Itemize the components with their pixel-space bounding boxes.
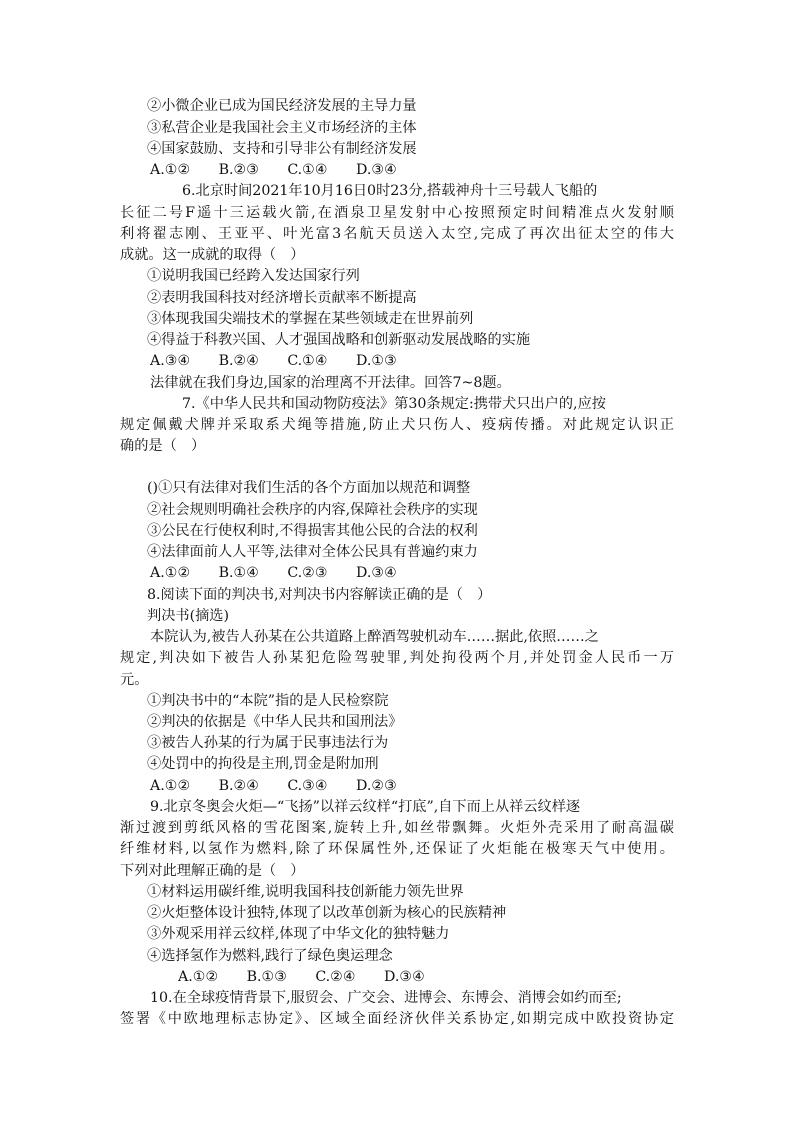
question-6-text: 成就。这一成就的取得（ ） [120, 247, 305, 263]
answer-choices: A.①② B.①④ C.②③ D.③④ [150, 565, 397, 581]
question-6-text: 长征二号F遥十三运载火箭,在酒泉卫星发射中心按照预定时间精准点火发射顺 [120, 205, 677, 221]
question-7-text: 规定佩戴犬牌并采取系犬绳等措施,防止犬只伤人、疫病传播。对此规定认识正 [120, 417, 676, 433]
option-line: ③体现我国尖端技术的掌握在某些领域走在世界前列 [147, 311, 474, 327]
question-10-text: 签署《中欧地理标志协定》、区域全面经济伙伴关系协定,如期完成中欧投资协定 [120, 1011, 676, 1027]
option-line: ④处罚中的拘役是主刑,罚金是附加刑 [147, 756, 379, 772]
option-line: ④法律面前人人平等,法律对全体公民具有普遍约束力 [147, 544, 478, 560]
judgment-text: 元。 [120, 672, 149, 688]
option-line: ②社会规则明确社会秩序的内容,保障社会秩序的实现 [147, 502, 478, 518]
option-line: ②火炬整体设计独特,体现了以改革创新为核心的民族精神 [147, 905, 507, 921]
question-9-text: 下列对此理解正确的是（ ） [120, 863, 305, 879]
section-intro: 法律就在我们身边,国家的治理离不开法律。回答7~8题。 [150, 375, 511, 391]
option-line: ()①只有法律对我们生活的各个方面加以规范和调整 [147, 480, 471, 496]
option-line: ①判决书中的“本院”指的是人民检察院 [147, 693, 389, 709]
option-line: ①材料运用碳纤维,说明我国科技创新能力领先世界 [147, 884, 464, 900]
judgment-text: 规定,判决如下被告人孙某犯危险驾驶罪,判处拘役两个月,并处罚金人民币一万 [120, 650, 677, 666]
question-6-text: 6.北京时间2021年10月16日0时23分,搭载神舟十三号载人飞船的 [182, 183, 598, 199]
option-line: ③被告人孙某的行为属于民事违法行为 [147, 735, 389, 751]
option-line: ②判决的依据是《中华人民共和国刑法》 [147, 714, 403, 730]
question-7-text: 确的是（ ） [120, 438, 206, 454]
question-6-text: 利将翟志刚、王亚平、叶光富3名航天员送入太空,完成了再次出征太空的伟大 [120, 226, 677, 242]
option-line: ③公民在行使权利时,不得损害其他公民的合法的权利 [147, 523, 478, 539]
option-line: ③私营企业是我国社会主义市场经济的主体 [147, 120, 417, 136]
judgment-text: 本院认为,被告人孙某在公共道路上醉酒驾驶机动车……据此,依照……之 [150, 629, 599, 645]
option-line: ④国家鼓励、支持和引导非公有制经济发展 [147, 141, 417, 157]
option-line: ④得益于科教兴国、人才强国战略和创新驱动发展战略的实施 [147, 332, 531, 348]
option-line: ①说明我国已经跨入发达国家行列 [147, 268, 360, 284]
question-9-text: 9.北京冬奥会火炬—“飞扬”以祥云纹样“打底”,自下而上从祥云纹样逐 [150, 799, 581, 815]
question-10-text: 10.在全球疫情背景下,服贸会、广交会、进博会、东博会、消博会如约而至; [150, 990, 622, 1006]
option-line: ③外观采用祥云纹样,体现了中华文化的独特魅力 [147, 926, 450, 942]
question-8-text: 8.阅读下面的判决书,对判决书内容解读正确的是（ ） [147, 587, 492, 603]
question-9-text: 渐过渡到剪纸风格的雪花图案,旋转上升,如丝带飘舞。火炬外壳采用了耐高温碳 [120, 820, 676, 836]
question-7-text: 7.《中华人民共和国动物防疫法》第30条规定:携带犬只出户的,应按 [182, 396, 606, 412]
answer-choices: A.①② B.②③ C.①④ D.③④ [150, 162, 397, 178]
judgment-title: 判决书(摘选) [147, 608, 230, 624]
question-9-text: 纤维材料,以氢作为燃料,除了环保属性外,还保证了火炬能在极寒天气中使用。 [120, 841, 677, 857]
option-line: ②表明我国科技对经济增长贡献率不断提高 [147, 290, 417, 306]
answer-choices: A.③④ B.②④ C.①④ D.①③ [150, 353, 397, 369]
answer-choices: A.①② B.②④ C.③④ D.②③ [150, 778, 397, 794]
answer-choices: A.①② B.①③ C.②④ D.③④ [178, 969, 425, 985]
option-line: ②小微企业已成为国民经济发展的主导力量 [147, 98, 417, 114]
option-line: ④选择氢作为燃料,践行了绿色奥运理念 [147, 948, 393, 964]
